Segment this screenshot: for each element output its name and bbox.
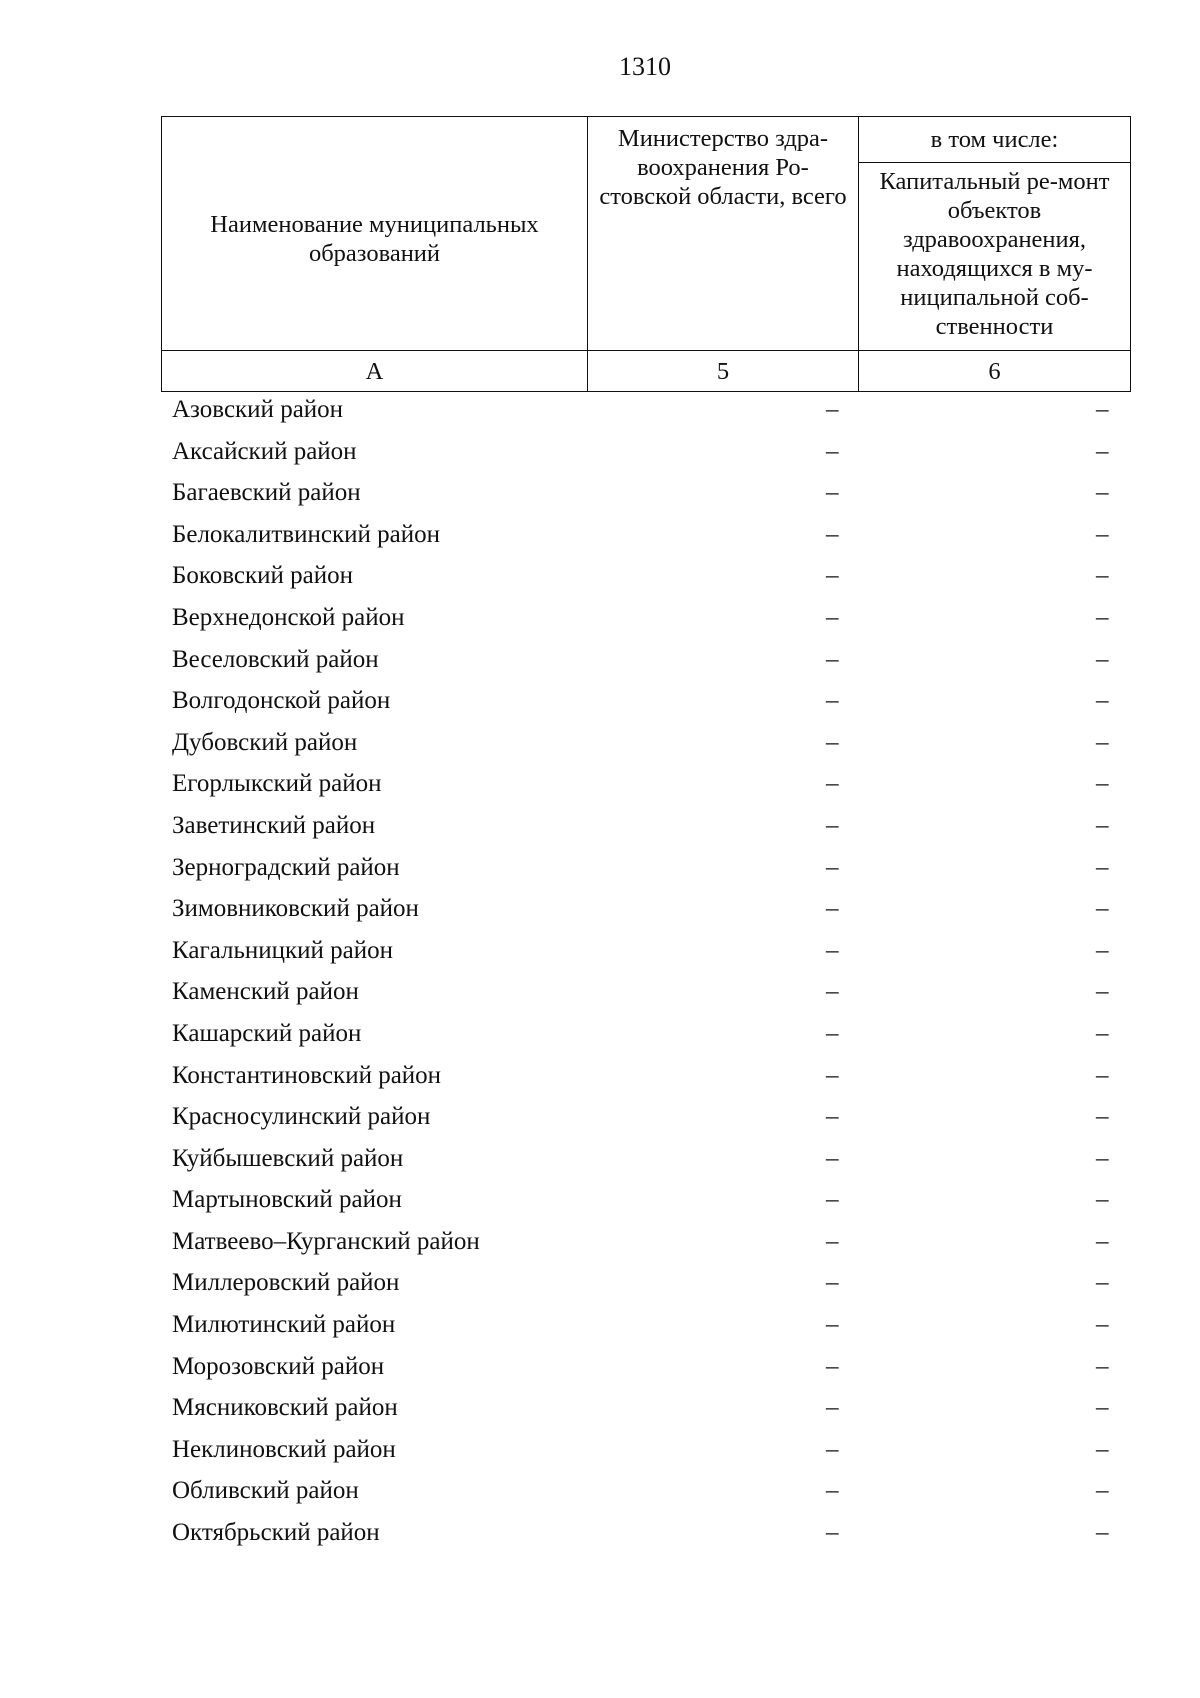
ministry-total-value: – [826,1269,839,1297]
municipality-name: Константиновский район [172,1061,442,1089]
table-row [161,1434,1130,1476]
municipality-name: Мясниковский район [172,1394,398,1422]
municipality-name: Аксайский район [172,437,357,465]
municipality-name: Морозовский район [172,1352,385,1380]
table-row [161,768,1130,810]
header-number-a: А [162,351,588,392]
capital-repair-value: – [1096,895,1109,923]
ministry-total-value: – [826,895,839,923]
capital-repair-value: – [1096,1477,1109,1505]
header-ministry-total: Министерство здра-воохранения Ро-стовской области, всего [588,117,859,351]
capital-repair-value: – [1096,1311,1109,1339]
municipality-name: Октябрьский район [172,1519,380,1547]
municipality-name: Кагальницкий район [172,936,394,964]
ministry-total-value: – [826,1103,839,1131]
capital-repair-value: – [1096,1227,1109,1255]
table-header [161,116,1131,392]
ministry-total-value: – [826,936,839,964]
capital-repair-value: – [1096,1103,1109,1131]
capital-repair-value: – [1096,437,1109,465]
municipality-name: Егорлыкский район [172,770,382,798]
table-row [161,602,1130,644]
capital-repair-value: – [1096,479,1109,507]
municipality-name: Зерноградский район [172,853,400,881]
capital-repair-value: – [1096,811,1109,839]
table-row [161,560,1130,602]
municipality-name: Обливский район [172,1477,359,1505]
ministry-total-value: – [826,1019,839,1047]
ministry-total-value: – [826,479,839,507]
municipality-name: Дубовский район [172,728,358,756]
municipality-name: Мартыновский район [172,1186,402,1214]
ministry-total-value: – [826,396,839,423]
table-row [161,935,1130,977]
table-row [161,976,1130,1018]
capital-repair-value: – [1096,1019,1109,1047]
municipality-name: Зимовниковский район [172,895,419,923]
capital-repair-value: – [1096,1435,1109,1463]
capital-repair-value: – [1096,603,1109,631]
table-row [161,519,1130,561]
table-row [161,1475,1130,1517]
table-row [161,1517,1130,1559]
municipality-name: Неклиновский район [172,1435,396,1463]
capital-repair-value: – [1096,1061,1109,1089]
table-row [161,436,1130,478]
table-row [161,1392,1130,1434]
table-row [161,1226,1130,1268]
municipality-name: Матвеево–Курганский район [172,1227,480,1255]
ministry-total-value: – [826,811,839,839]
municipality-name: Белокалитвинский район [172,520,440,548]
table-row [161,1060,1130,1102]
table-row [161,477,1130,519]
capital-repair-value: – [1096,1144,1109,1172]
table-row [161,893,1130,935]
ministry-total-value: – [826,520,839,548]
ministry-total-value: – [826,1477,839,1505]
ministry-total-value: – [826,853,839,881]
municipality-name: Верхнедонской район [172,603,405,631]
capital-repair-value: – [1096,562,1109,590]
table-row [161,810,1130,852]
table-row [161,1101,1130,1143]
header-municipality-name: Наименование муниципальных образований [162,117,588,351]
ministry-total-value: – [826,645,839,673]
ministry-total-value: – [826,1227,839,1255]
table-row [161,1309,1130,1351]
header-including: в том числе: [859,117,1131,163]
table-row [161,1018,1130,1060]
table-row [161,852,1130,894]
capital-repair-value: – [1096,396,1109,423]
header-number-5: 5 [588,351,859,392]
table-row [161,1351,1130,1393]
table-row [161,685,1130,727]
table-row [161,394,1130,436]
ministry-total-value: – [826,978,839,1006]
ministry-total-value: – [826,728,839,756]
ministry-total-value: – [826,603,839,631]
ministry-total-value: – [826,1061,839,1089]
header-capital-repair: Капитальный ре-монт объектов здравоохранения, находящихся в му-ниципальной соб-ственности [859,163,1131,351]
municipality-name: Заветинский район [172,811,376,839]
table-row [161,1143,1130,1185]
table-row [161,1267,1130,1309]
capital-repair-value: – [1096,978,1109,1006]
capital-repair-value: – [1096,520,1109,548]
municipality-name: Азовский район [172,396,344,423]
municipality-name: Багаевский район [172,479,361,507]
ministry-total-value: – [826,1186,839,1214]
ministry-total-value: – [826,1352,839,1380]
ministry-total-value: – [826,1519,839,1547]
table-row [161,1184,1130,1226]
table-row [161,727,1130,769]
municipality-name: Милютинский район [172,1311,396,1339]
municipality-name: Красносулинский район [172,1103,431,1131]
capital-repair-value: – [1096,1352,1109,1380]
ministry-total-value: – [826,1435,839,1463]
municipality-name: Боковский район [172,562,353,590]
municipality-name: Каменский район [172,978,359,1006]
capital-repair-value: – [1096,687,1109,715]
header-number-6: 6 [859,351,1131,392]
capital-repair-value: – [1096,853,1109,881]
capital-repair-value: – [1096,1519,1109,1547]
capital-repair-value: – [1096,1186,1109,1214]
municipality-name: Веселовский район [172,645,379,673]
municipality-name: Куйбышевский район [172,1144,404,1172]
capital-repair-value: – [1096,645,1109,673]
capital-repair-value: – [1096,770,1109,798]
capital-repair-value: – [1096,1269,1109,1297]
municipality-name: Кашарский район [172,1019,362,1047]
ministry-total-value: – [826,437,839,465]
page-number: 1310 [619,52,671,81]
capital-repair-value: – [1096,1394,1109,1422]
ministry-total-value: – [826,1394,839,1422]
ministry-total-value: – [826,687,839,715]
ministry-total-value: – [826,1311,839,1339]
ministry-total-value: – [826,562,839,590]
table-row [161,644,1130,686]
municipality-name: Миллеровский район [172,1269,400,1297]
ministry-total-value: – [826,770,839,798]
municipality-name: Волгодонской район [172,687,391,715]
ministry-total-value: – [826,1144,839,1172]
capital-repair-value: – [1096,728,1109,756]
data-rows [161,394,1130,1559]
capital-repair-value: – [1096,936,1109,964]
